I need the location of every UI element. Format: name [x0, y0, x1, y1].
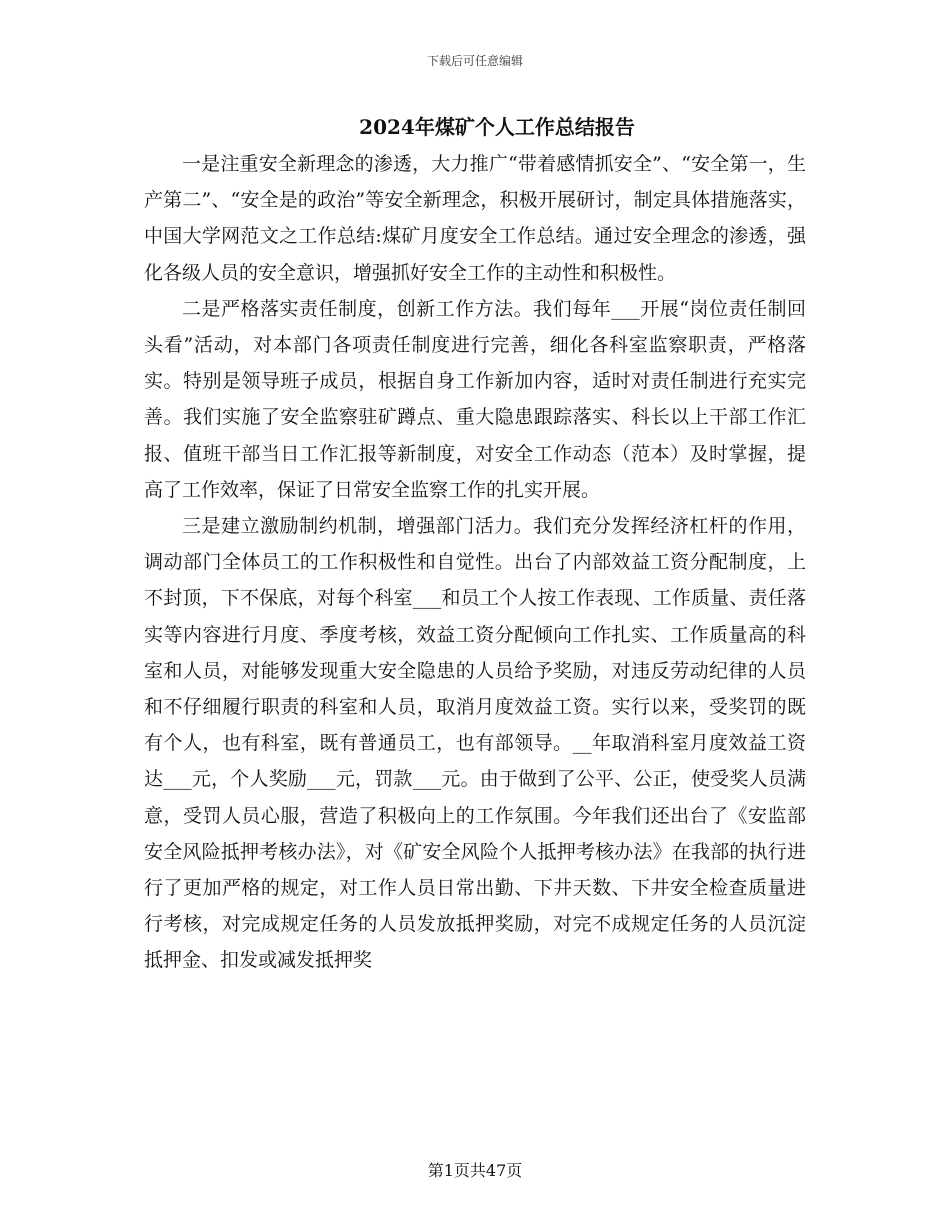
page-header-note: 下载后可任意编辑	[426, 54, 523, 68]
paragraph-1: 一是注重安全新理念的渗透，大力推广“带着感情抓安全”、“安全第一，生产第二”、“安全是的政治”等安全新理念，积极开展研讨，制定具体措施落实，中国大学网范文之工作总结:煤矿月度安全工作总结。通过安全理念的渗透，强化各级人员的安全意识，增强抓好安全工作的主动性和积极性。	[144, 153, 806, 284]
page-number: 第1页共47页	[427, 1161, 523, 1180]
document-body	[144, 146, 806, 979]
paragraph-3: 三是建立激励制约机制，增强部门活力。我们充分发挥经济杠杆的作用，调动部门全体员工的工作积极性和自觉性。出台了内部效益工资分配制度，上不封顶，下不保底，对每个科室___和员工个人按工作表现、工作质量、责任落实等内容进行月度、季度考核，效益工资分配倾向工作扎实、工作质量高的科室和人员，对能够发现重大安全隐患的人员给予奖励，对违反劳动纪律的人员和不仔细履行职责的科室和人员，取消月度效益工资。实行以来，受奖罚的既有个人，也有科室，既有普通员工，也有部领导。__年取消科室月度效益工资达___元，个人奖励___元，罚款___元。由于做到了公平、公正，使受奖人员满意，受罚人员心服，营造了积极向上的工作氛围。今年我们还出台了《安监部安全风险抵押考核办法》，对《矿安全风险个人抵押考核办法》在我部的执行进行了更加严格的规定，对工作人员日常出勤、下井天数、下井安全检查质量进行考核，对完成规定任务的人员发放抵押奖励，对完不成规定任务的人员沉淀抵押金、扣发或减发抵押奖	[144, 515, 806, 972]
document-title: 2024年煤矿个人工作总结报告	[359, 115, 635, 139]
paragraph-2: 二是严格落实责任制度，创新工作方法。我们每年___开展“岗位责任制回头看”活动，对本部门各项责任制度进行完善，细化各科室监察职责，严格落实。特别是领导班子成员，根据自身工作新加内容，适时对责任制进行充实完善。我们实施了安全监察驻矿蹲点、重大隐患跟踪落实、科长以上干部工作汇报、值班干部当日工作汇报等新制度，对安全工作动态（范本）及时掌握，提高了工作效率，保证了日常安全监察工作的扎实开展。	[144, 297, 806, 501]
